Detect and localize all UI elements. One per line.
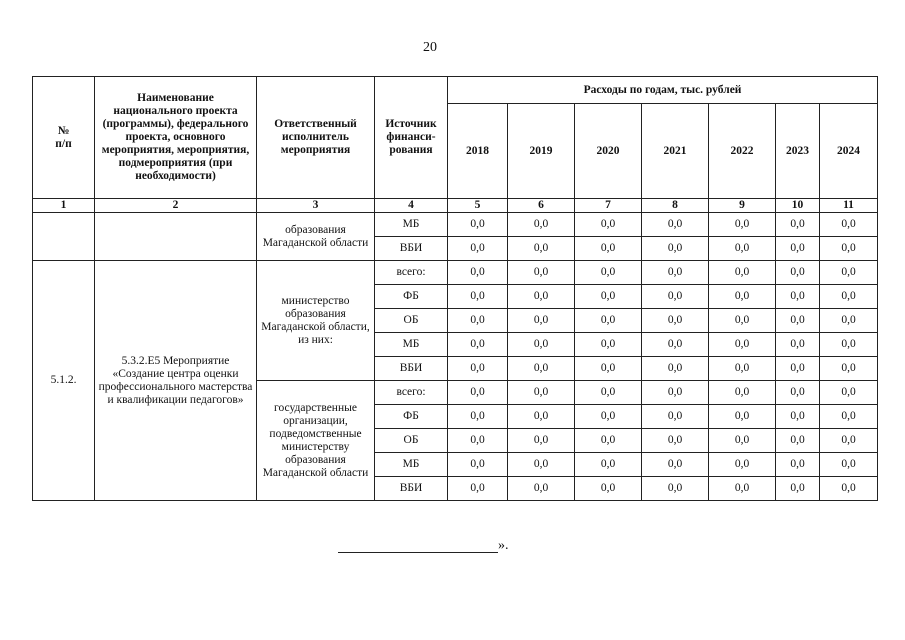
header-year: 2022 [709,104,776,199]
column-number: 4 [375,199,448,213]
value-cell: 0,0 [820,285,878,309]
header-year: 2023 [776,104,820,199]
table-row [33,261,878,285]
column-number: 7 [575,199,642,213]
column-numbers-row [33,199,878,213]
value-cell: 0,0 [508,453,575,477]
value-cell: 0,0 [575,477,642,501]
value-cell: 0,0 [448,429,508,453]
executor-cell: государственные организации, подведомственные министерству образования Магаданской области [257,381,375,501]
header-year: 2020 [575,104,642,199]
value-cell: 0,0 [709,309,776,333]
value-cell: 0,0 [709,405,776,429]
value-cell: 0,0 [575,261,642,285]
value-cell: 0,0 [709,429,776,453]
header-source: Источник финанси-рования [375,77,448,199]
value-cell: 0,0 [575,357,642,381]
value-cell: 0,0 [508,285,575,309]
column-number: 1 [33,199,95,213]
value-cell: 0,0 [709,333,776,357]
value-cell: 0,0 [820,405,878,429]
value-cell: 0,0 [709,237,776,261]
value-cell: 0,0 [508,477,575,501]
value-cell: 0,0 [508,357,575,381]
value-cell: 0,0 [575,453,642,477]
source-cell: ВБИ [375,237,448,261]
column-number: 3 [257,199,375,213]
value-cell: 0,0 [575,381,642,405]
value-cell: 0,0 [709,213,776,237]
value-cell: 0,0 [508,213,575,237]
value-cell: 0,0 [820,357,878,381]
value-cell: 0,0 [820,453,878,477]
value-cell: 0,0 [642,381,709,405]
value-cell: 0,0 [448,261,508,285]
value-cell: 0,0 [776,381,820,405]
value-cell: 0,0 [642,285,709,309]
value-cell: 0,0 [776,261,820,285]
value-cell: 0,0 [575,237,642,261]
value-cell: 0,0 [776,213,820,237]
value-cell: 0,0 [642,237,709,261]
column-number: 6 [508,199,575,213]
executor-cell: образования Магаданской области [257,213,375,261]
value-cell: 0,0 [508,333,575,357]
value-cell: 0,0 [820,237,878,261]
empty-cell [95,213,257,261]
column-number: 11 [820,199,878,213]
source-cell: ФБ [375,285,448,309]
value-cell: 0,0 [776,405,820,429]
value-cell: 0,0 [508,237,575,261]
value-cell: 0,0 [776,453,820,477]
source-cell: ВБИ [375,477,448,501]
value-cell: 0,0 [508,261,575,285]
value-cell: 0,0 [642,333,709,357]
value-cell: 0,0 [709,477,776,501]
value-cell: 0,0 [448,309,508,333]
value-cell: 0,0 [448,357,508,381]
empty-cell [33,213,95,261]
value-cell: 0,0 [642,429,709,453]
item-name-cell: 5.3.2.Е5 Мероприятие «Создание центра оценки профессионального мастерства и квалификации педагогов» [95,261,257,501]
column-number: 9 [709,199,776,213]
value-cell: 0,0 [575,333,642,357]
value-cell: 0,0 [448,477,508,501]
header-executor: Ответственный исполнитель мероприятия [257,77,375,199]
value-cell: 0,0 [448,453,508,477]
value-cell: 0,0 [776,357,820,381]
source-cell: ОБ [375,309,448,333]
value-cell: 0,0 [709,357,776,381]
value-cell: 0,0 [776,429,820,453]
value-cell: 0,0 [448,381,508,405]
source-cell: ВБИ [375,357,448,381]
source-cell: всего: [375,381,448,405]
budget-table [32,76,878,501]
column-number: 2 [95,199,257,213]
value-cell: 0,0 [709,261,776,285]
value-cell: 0,0 [575,405,642,429]
value-cell: 0,0 [448,285,508,309]
value-cell: 0,0 [820,309,878,333]
header-year: 2019 [508,104,575,199]
header-number: № п/п [33,77,95,199]
header-year: 2018 [448,104,508,199]
value-cell: 0,0 [709,285,776,309]
value-cell: 0,0 [776,333,820,357]
value-cell: 0,0 [575,429,642,453]
source-cell: ОБ [375,429,448,453]
value-cell: 0,0 [642,357,709,381]
value-cell: 0,0 [448,237,508,261]
source-cell: ФБ [375,405,448,429]
closing-quote: ». [498,538,509,553]
value-cell: 0,0 [820,261,878,285]
value-cell: 0,0 [508,309,575,333]
column-number: 10 [776,199,820,213]
value-cell: 0,0 [709,453,776,477]
table-row [33,213,878,237]
value-cell: 0,0 [642,453,709,477]
value-cell: 0,0 [776,309,820,333]
signature-line [338,552,498,553]
value-cell: 0,0 [448,405,508,429]
value-cell: 0,0 [820,333,878,357]
value-cell: 0,0 [642,309,709,333]
value-cell: 0,0 [820,381,878,405]
header-expenses: Расходы по годам, тыс. рублей [448,77,878,104]
value-cell: 0,0 [448,333,508,357]
table-body [33,77,878,501]
value-cell: 0,0 [709,381,776,405]
value-cell: 0,0 [820,429,878,453]
value-cell: 0,0 [776,237,820,261]
page-number: 20 [423,40,437,55]
value-cell: 0,0 [776,285,820,309]
column-number: 8 [642,199,709,213]
source-cell: МБ [375,333,448,357]
value-cell: 0,0 [776,477,820,501]
item-number-cell: 5.1.2. [33,261,95,501]
header-name: Наименование национального проекта (программы), федерального проекта, основного мероприятия, мероприятия, подмероприятия (при необходимости) [95,77,257,199]
header-year: 2024 [820,104,878,199]
value-cell: 0,0 [508,429,575,453]
value-cell: 0,0 [642,405,709,429]
source-cell: МБ [375,453,448,477]
source-cell: всего: [375,261,448,285]
value-cell: 0,0 [448,213,508,237]
value-cell: 0,0 [642,477,709,501]
value-cell: 0,0 [575,309,642,333]
value-cell: 0,0 [508,405,575,429]
header-row-1 [33,77,878,104]
column-number: 5 [448,199,508,213]
value-cell: 0,0 [575,285,642,309]
value-cell: 0,0 [508,381,575,405]
value-cell: 0,0 [575,213,642,237]
executor-cell: министерство образования Магаданской области, из них: [257,261,375,381]
value-cell: 0,0 [642,213,709,237]
value-cell: 0,0 [820,213,878,237]
source-cell: МБ [375,213,448,237]
value-cell: 0,0 [642,261,709,285]
header-year: 2021 [642,104,709,199]
value-cell: 0,0 [820,477,878,501]
